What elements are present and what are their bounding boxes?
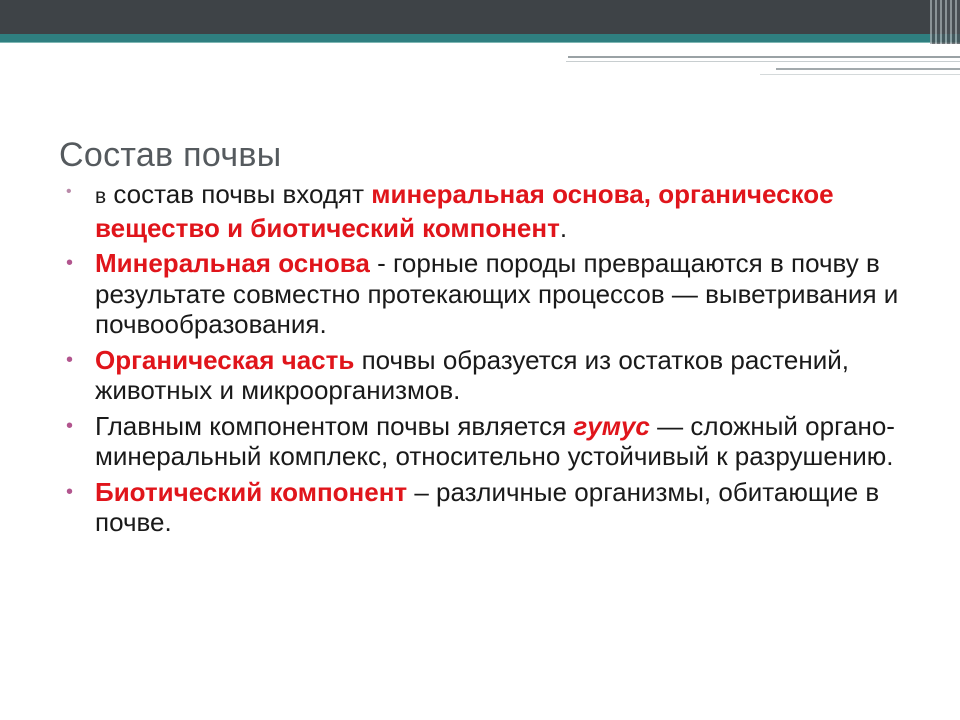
slide-corner-decoration [930, 0, 960, 44]
bullet-text: в [95, 185, 107, 208]
bullet-marker: • [66, 348, 74, 371]
bullet-marker: • [66, 414, 74, 437]
bullet-item [66, 179, 926, 243]
bullet-item [66, 248, 926, 340]
highlight-term: минеральная основа, органическое вещество и биотический компонент [95, 179, 834, 243]
bullet-text: состав почвы входят [106, 179, 372, 209]
bullet-item [66, 411, 926, 472]
bullet-marker: • [66, 252, 74, 274]
slide-title: Состав почвы [59, 136, 282, 174]
slide-deco-line [760, 74, 960, 75]
highlight-term: Органическая часть [95, 344, 355, 375]
bullet-text: – различные организмы, обитающие в почве. [95, 476, 880, 537]
bullet-text: Главным компонентом почвы является [95, 410, 574, 441]
slide-deco-line [776, 68, 960, 70]
bullet-marker: • [66, 480, 74, 503]
bullet-marker: • [66, 183, 72, 200]
bullet-text: — сложный органо-минеральный комплекс, относительно устойчивый к разрушению. [95, 410, 895, 471]
bullet-text: - горные породы превращаются в почву в результате совместно протекающих процессов — выветривания и почвообразования. [95, 248, 899, 339]
highlight-term: Биотический компонент [95, 476, 408, 507]
bullet-item [66, 477, 926, 538]
slide-deco-line [568, 56, 960, 58]
slide-accent-line [0, 34, 960, 42]
bullet-list [66, 179, 926, 543]
bullet-text: почвы образуется из остатков растений, животных и микроорганизмов. [95, 344, 849, 405]
highlight-term: Минеральная основа [95, 248, 370, 278]
highlight-term: гумус [573, 410, 650, 441]
slide-top-band [0, 0, 960, 34]
bullet-text: . [559, 212, 568, 243]
slide-deco-line [566, 61, 960, 62]
bullet-item [66, 345, 926, 406]
